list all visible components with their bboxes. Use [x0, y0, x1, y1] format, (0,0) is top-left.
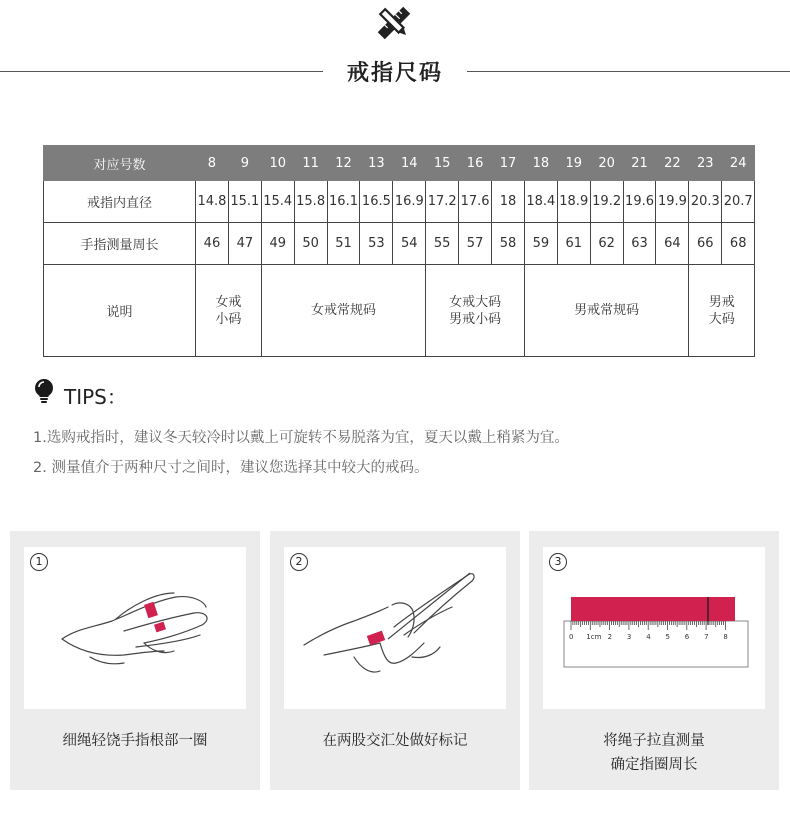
inner-diameter-cell: 17.6 — [459, 181, 492, 223]
note-men-large: 男戒 大码 — [689, 265, 755, 357]
size-number-cell: 21 — [623, 146, 656, 181]
finger-circumference-cell: 59 — [524, 223, 557, 265]
tip-item: 1.选购戒指时，建议冬天较冷时以戴上可旋转不易脱落为宜，夏天以戴上稍紧为宜。 — [33, 430, 569, 446]
size-number-cell: 17 — [492, 146, 525, 181]
inner-diameter-cell: 19.6 — [623, 181, 656, 223]
tip-item: 2. 测量值介于两种尺寸之间时，建议您选择其中较大的戒码。 — [33, 460, 429, 476]
inner-diameter-cell: 15.8 — [294, 181, 327, 223]
inner-diameter-cell: 20.3 — [689, 181, 722, 223]
size-number-cell: 8 — [196, 146, 229, 181]
size-number-row — [44, 146, 755, 181]
step-caption: 在两股交汇处做好标记 — [322, 733, 468, 749]
finger-circumference-cell: 55 — [426, 223, 459, 265]
inner-diameter-cell: 19.9 — [656, 181, 689, 223]
inner-diameter-label: 戒指内直径 — [44, 181, 196, 223]
hand-pen-mark-icon — [284, 547, 506, 709]
note-label: 说明 — [44, 265, 196, 357]
ruler-tick-label: 8 — [723, 633, 728, 641]
lightbulb-icon — [33, 378, 55, 404]
size-number-cell: 15 — [426, 146, 459, 181]
inner-diameter-cell: 16.9 — [393, 181, 426, 223]
inner-diameter-cell: 20.7 — [722, 181, 755, 223]
inner-diameter-cell: 15.1 — [228, 181, 261, 223]
finger-circumference-cell: 47 — [228, 223, 261, 265]
step-card-1 — [10, 531, 260, 790]
finger-circumference-cell: 51 — [327, 223, 360, 265]
page-title: 戒指尺码 — [346, 61, 443, 86]
title-rule-left — [0, 71, 323, 72]
size-number-cell: 18 — [524, 146, 557, 181]
note-women-large-men-small: 女戒大码 男戒小码 — [426, 265, 525, 357]
finger-circumference-row — [44, 223, 755, 265]
finger-circumference-cell: 49 — [261, 223, 294, 265]
size-number-cell: 10 — [261, 146, 294, 181]
inner-diameter-cell: 18 — [492, 181, 525, 223]
finger-circumference-cell: 53 — [360, 223, 393, 265]
finger-circumference-cell: 61 — [557, 223, 590, 265]
inner-diameter-row — [44, 181, 755, 223]
step-3-illustration — [543, 547, 765, 709]
size-number-cell: 16 — [459, 146, 492, 181]
finger-circumference-cell: 54 — [393, 223, 426, 265]
ruler-pencil-icon — [374, 3, 414, 43]
note-row — [44, 265, 755, 357]
size-number-cell: 24 — [722, 146, 755, 181]
step-card-2 — [270, 531, 520, 790]
finger-circumference-cell: 64 — [656, 223, 689, 265]
inner-diameter-cell: 18.4 — [524, 181, 557, 223]
size-number-cell: 20 — [590, 146, 623, 181]
ruler-tick-label: 0 — [569, 633, 574, 641]
size-number-cell: 12 — [327, 146, 360, 181]
step-number-badge: 1 — [30, 553, 48, 571]
ruler-tick-label: 6 — [684, 633, 690, 641]
finger-circumference-cell: 50 — [294, 223, 327, 265]
finger-circumference-cell: 63 — [623, 223, 656, 265]
step-number-badge: 2 — [290, 553, 308, 571]
ruler-tick-label: 3 — [626, 633, 632, 641]
tips-title: TIPS： — [64, 385, 127, 409]
note-women-small: 女戒 小码 — [196, 265, 262, 357]
step-1-illustration — [24, 547, 246, 709]
step-number-badge: 3 — [549, 553, 567, 571]
finger-circumference-cell: 46 — [196, 223, 229, 265]
size-number-cell: 11 — [294, 146, 327, 181]
finger-circumference-cell: 68 — [722, 223, 755, 265]
hand-string-wrap-icon — [24, 547, 246, 709]
size-number-cell: 22 — [656, 146, 689, 181]
finger-circumference-label: 手指测量周长 — [44, 223, 196, 265]
size-number-cell: 9 — [228, 146, 261, 181]
note-women-regular: 女戒常规码 — [261, 265, 425, 357]
step-caption: 将绳子拉直测量 确定指圈周长 — [603, 733, 705, 773]
finger-circumference-cell: 57 — [459, 223, 492, 265]
finger-circumference-cell: 66 — [689, 223, 722, 265]
inner-diameter-cell: 19.2 — [590, 181, 623, 223]
ruler-tick-label: 2 — [607, 633, 613, 641]
note-men-regular: 男戒常规码 — [524, 265, 688, 357]
size-header-label: 对应号数 — [44, 146, 196, 181]
step-caption: 细绳轻饶手指根部一圈 — [62, 733, 208, 749]
ring-size-table — [43, 145, 755, 357]
inner-diameter-cell: 15.4 — [261, 181, 294, 223]
inner-diameter-cell: 17.2 — [426, 181, 459, 223]
ruler-tick-label: 4 — [646, 633, 651, 641]
title-rule-right — [467, 71, 790, 72]
step-card-3 — [529, 531, 779, 790]
inner-diameter-cell: 18.9 — [557, 181, 590, 223]
size-number-cell: 23 — [689, 146, 722, 181]
finger-circumference-cell: 62 — [590, 223, 623, 265]
ruler-tick-label: 7 — [704, 633, 709, 641]
inner-diameter-cell: 16.5 — [360, 181, 393, 223]
ruler-measure-icon — [543, 547, 765, 709]
step-2-illustration — [284, 547, 506, 709]
size-number-cell: 14 — [393, 146, 426, 181]
ruler-tick-label: 5 — [665, 633, 670, 641]
size-number-cell: 19 — [557, 146, 590, 181]
inner-diameter-cell: 16.1 — [327, 181, 360, 223]
ruler-tick-label: 1cm — [586, 633, 602, 641]
finger-circumference-cell: 58 — [492, 223, 525, 265]
inner-diameter-cell: 14.8 — [196, 181, 229, 223]
size-number-cell: 13 — [360, 146, 393, 181]
